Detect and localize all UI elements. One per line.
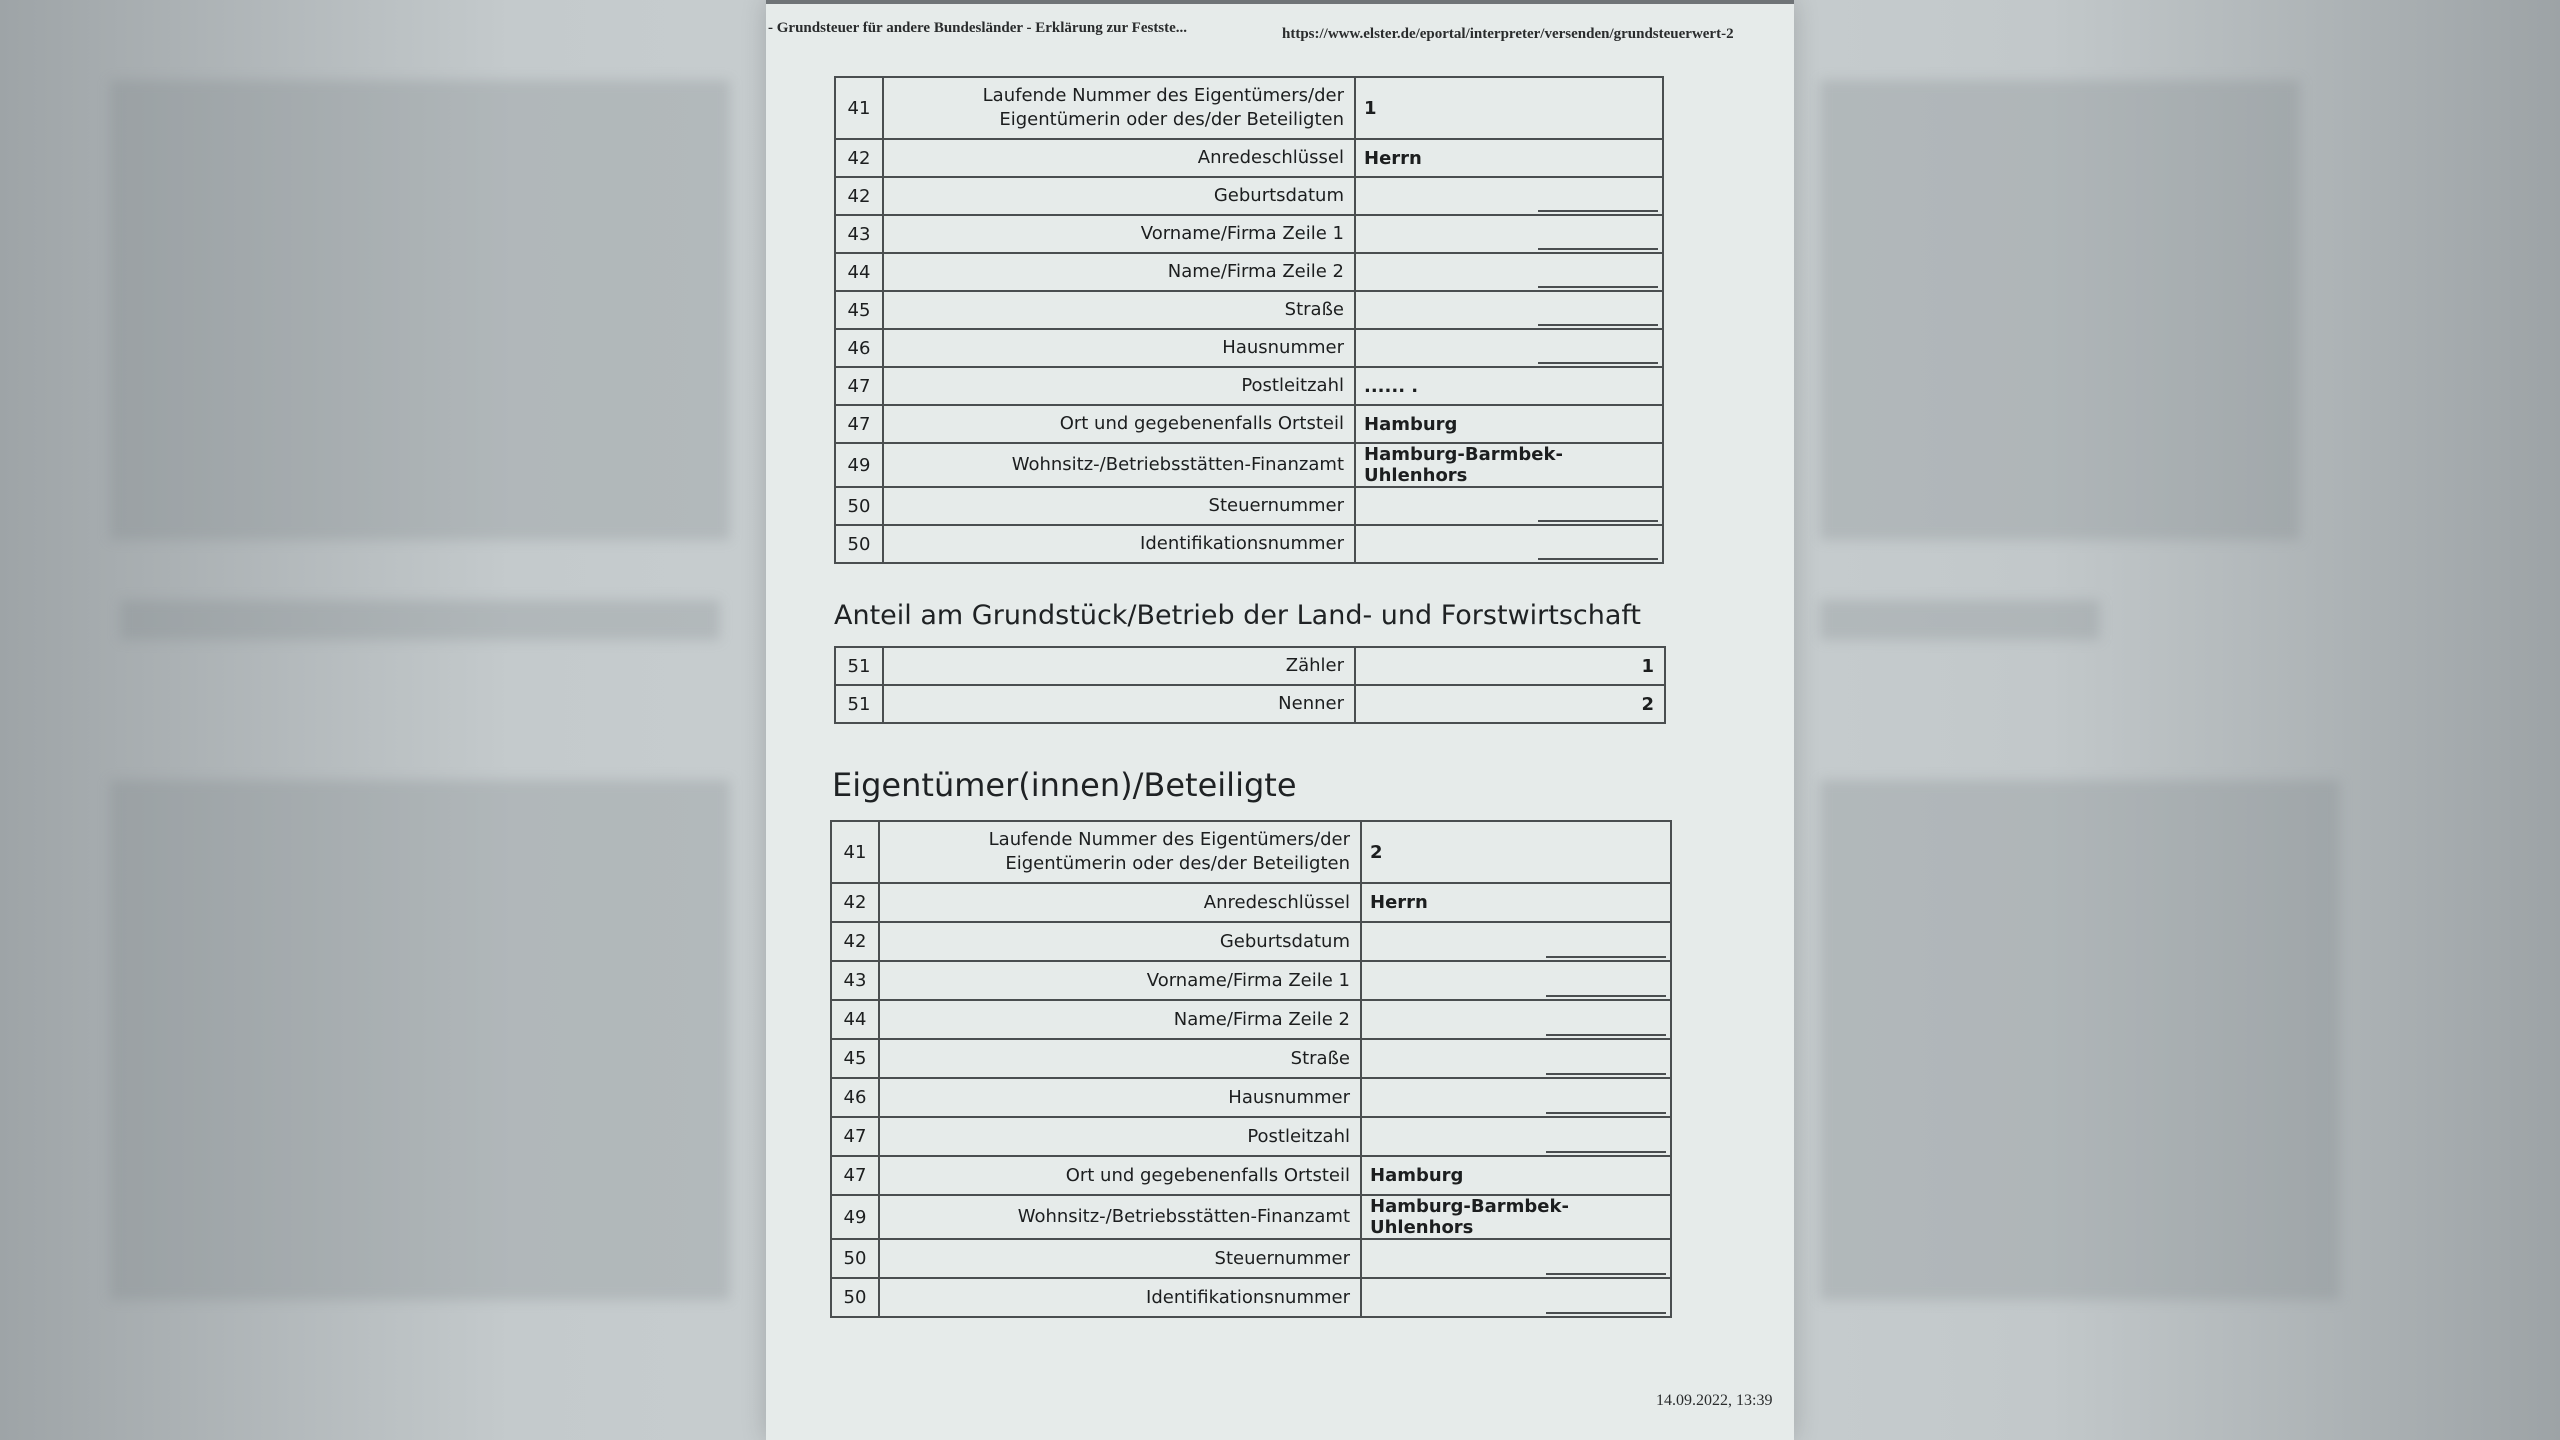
field-value bbox=[1355, 487, 1663, 525]
field-label: Geburtsdatum bbox=[883, 177, 1355, 215]
field-label: Hausnummer bbox=[883, 329, 1355, 367]
blurred-background-block bbox=[110, 780, 730, 1300]
field-number: 41 bbox=[835, 77, 883, 139]
field-label: Wohnsitz-/Betriebsstätten-Finanzamt bbox=[879, 1195, 1361, 1239]
field-number: 47 bbox=[831, 1117, 879, 1156]
field-number: 51 bbox=[835, 647, 883, 685]
field-value bbox=[1355, 443, 1663, 487]
field-value-text: Hamburg-Barmbek-Uhlenhors bbox=[1370, 1196, 1569, 1238]
empty-field-underline bbox=[1538, 558, 1658, 560]
field-label: Postleitzahl bbox=[883, 367, 1355, 405]
field-value bbox=[1355, 647, 1665, 685]
field-label: Ort und gegebenenfalls Ortsteil bbox=[883, 405, 1355, 443]
field-label: Anredeschlüssel bbox=[883, 139, 1355, 177]
field-value bbox=[1355, 685, 1665, 723]
field-number: 43 bbox=[831, 961, 879, 1000]
blurred-background-block bbox=[1820, 80, 2300, 540]
table-row bbox=[835, 177, 1663, 215]
empty-field-underline bbox=[1538, 362, 1658, 364]
print-header-title: - Grundsteuer für andere Bundesländer - Erklärung zur Festste... bbox=[768, 20, 1188, 36]
owner-2-table bbox=[830, 820, 1672, 1318]
field-number: 44 bbox=[835, 253, 883, 291]
empty-field-underline bbox=[1546, 1073, 1666, 1075]
field-value-text: 1 bbox=[1364, 97, 1377, 119]
empty-field-underline bbox=[1546, 956, 1666, 958]
field-label: Steuernummer bbox=[883, 487, 1355, 525]
field-number: 50 bbox=[835, 487, 883, 525]
field-number: 43 bbox=[835, 215, 883, 253]
field-value-text: 2 bbox=[1370, 841, 1383, 863]
field-label: Ort und gegebenenfalls Ortsteil bbox=[879, 1156, 1361, 1195]
anteil-table bbox=[834, 646, 1666, 724]
field-value-text: Herrn bbox=[1370, 892, 1428, 913]
table-row bbox=[831, 883, 1671, 922]
table-row bbox=[835, 405, 1663, 443]
table-row bbox=[835, 215, 1663, 253]
field-value bbox=[1361, 1000, 1671, 1039]
anteil-section-title: Anteil am Grundstück/Betrieb der Land- und Forstwirtschaft bbox=[834, 600, 1642, 631]
empty-field-underline bbox=[1546, 1312, 1666, 1314]
table-row bbox=[831, 1078, 1671, 1117]
table-row bbox=[835, 685, 1665, 723]
field-number: 45 bbox=[835, 291, 883, 329]
empty-field-underline bbox=[1546, 1273, 1666, 1275]
field-label: Laufende Nummer des Eigentümers/der Eigentümerin oder des/der Beteiligten bbox=[879, 821, 1361, 883]
field-number: 46 bbox=[835, 329, 883, 367]
table-row bbox=[831, 1278, 1671, 1317]
print-timestamp: 14.09.2022, 13:39 bbox=[1656, 1392, 1773, 1409]
field-number: 50 bbox=[835, 525, 883, 563]
table-row bbox=[831, 1239, 1671, 1278]
field-label: Name/Firma Zeile 2 bbox=[879, 1000, 1361, 1039]
field-label: Vorname/Firma Zeile 1 bbox=[879, 961, 1361, 1000]
empty-field-underline bbox=[1546, 995, 1666, 997]
field-value bbox=[1355, 177, 1663, 215]
field-label: Postleitzahl bbox=[879, 1117, 1361, 1156]
field-value bbox=[1355, 253, 1663, 291]
field-label: Straße bbox=[879, 1039, 1361, 1078]
field-value bbox=[1355, 77, 1663, 139]
field-value bbox=[1355, 291, 1663, 329]
table-row bbox=[835, 487, 1663, 525]
field-value bbox=[1361, 821, 1671, 883]
field-value bbox=[1361, 1239, 1671, 1278]
field-number: 44 bbox=[831, 1000, 879, 1039]
field-value bbox=[1361, 961, 1671, 1000]
field-number: 49 bbox=[835, 443, 883, 487]
field-number: 42 bbox=[835, 139, 883, 177]
field-label: Hausnummer bbox=[879, 1078, 1361, 1117]
table-row bbox=[831, 922, 1671, 961]
field-number: 47 bbox=[831, 1156, 879, 1195]
empty-field-underline bbox=[1546, 1151, 1666, 1153]
field-number: 45 bbox=[831, 1039, 879, 1078]
empty-field-underline bbox=[1538, 324, 1658, 326]
field-number: 42 bbox=[831, 922, 879, 961]
field-value bbox=[1361, 1117, 1671, 1156]
table-row bbox=[831, 961, 1671, 1000]
field-label: Zähler bbox=[883, 647, 1355, 685]
field-label: Wohnsitz-/Betriebsstätten-Finanzamt bbox=[883, 443, 1355, 487]
field-label: Geburtsdatum bbox=[879, 922, 1361, 961]
field-number: 42 bbox=[835, 177, 883, 215]
empty-field-underline bbox=[1538, 210, 1658, 212]
field-value bbox=[1361, 1156, 1671, 1195]
table-row bbox=[831, 1195, 1671, 1239]
table-row bbox=[831, 821, 1671, 883]
empty-field-underline bbox=[1538, 248, 1658, 250]
table-row bbox=[835, 525, 1663, 563]
field-number: 46 bbox=[831, 1078, 879, 1117]
field-label: Anredeschlüssel bbox=[879, 883, 1361, 922]
field-number: 49 bbox=[831, 1195, 879, 1239]
field-value-text: 1 bbox=[1641, 655, 1654, 677]
document-page bbox=[766, 0, 1794, 1440]
table-row bbox=[831, 1039, 1671, 1078]
owner-1-table bbox=[834, 76, 1664, 564]
field-label: Vorname/Firma Zeile 1 bbox=[883, 215, 1355, 253]
field-label: Identifikationsnummer bbox=[883, 525, 1355, 563]
table-row bbox=[835, 291, 1663, 329]
field-label: Laufende Nummer des Eigentümers/der Eigentümerin oder des/der Beteiligten bbox=[883, 77, 1355, 139]
page-top-border bbox=[766, 0, 1794, 4]
empty-field-underline bbox=[1546, 1034, 1666, 1036]
table-row bbox=[835, 647, 1665, 685]
field-value bbox=[1355, 139, 1663, 177]
field-value bbox=[1361, 1278, 1671, 1317]
field-number: 50 bbox=[831, 1278, 879, 1317]
field-value bbox=[1361, 883, 1671, 922]
table-row bbox=[831, 1156, 1671, 1195]
field-value bbox=[1361, 1039, 1671, 1078]
field-value bbox=[1355, 405, 1663, 443]
empty-field-underline bbox=[1538, 286, 1658, 288]
owners-section-title: Eigentümer(innen)/Beteiligte bbox=[832, 766, 1297, 804]
field-label: Nenner bbox=[883, 685, 1355, 723]
table-row bbox=[831, 1000, 1671, 1039]
field-value-text: ...... . bbox=[1364, 375, 1419, 397]
field-value-text: Hamburg bbox=[1364, 413, 1458, 435]
table-row bbox=[831, 1117, 1671, 1156]
field-value-text: 2 bbox=[1641, 693, 1654, 715]
field-number: 42 bbox=[831, 883, 879, 922]
blurred-background-block bbox=[1820, 780, 2340, 1300]
field-number: 51 bbox=[835, 685, 883, 723]
print-header-url: https://www.elster.de/eportal/interpreter/versenden/grundsteuerwert-2 bbox=[1282, 26, 1734, 42]
field-value bbox=[1355, 525, 1663, 563]
field-value-text: Herrn bbox=[1364, 147, 1422, 169]
empty-field-underline bbox=[1546, 1112, 1666, 1114]
field-value bbox=[1361, 1195, 1671, 1239]
blurred-background-block bbox=[1820, 600, 2100, 640]
field-label: Identifikationsnummer bbox=[879, 1278, 1361, 1317]
field-number: 47 bbox=[835, 367, 883, 405]
blurred-background-block bbox=[120, 600, 720, 640]
table-row bbox=[835, 253, 1663, 291]
empty-field-underline bbox=[1538, 520, 1658, 522]
field-label: Name/Firma Zeile 2 bbox=[883, 253, 1355, 291]
table-row bbox=[835, 329, 1663, 367]
field-label: Steuernummer bbox=[879, 1239, 1361, 1278]
table-row bbox=[835, 139, 1663, 177]
field-number: 47 bbox=[835, 405, 883, 443]
field-value bbox=[1361, 922, 1671, 961]
blurred-background-block bbox=[110, 80, 730, 540]
field-number: 41 bbox=[831, 821, 879, 883]
table-row bbox=[835, 77, 1663, 139]
field-number: 50 bbox=[831, 1239, 879, 1278]
field-value bbox=[1355, 215, 1663, 253]
field-value bbox=[1355, 329, 1663, 367]
table-row bbox=[835, 367, 1663, 405]
field-value-text: Hamburg bbox=[1370, 1165, 1464, 1186]
field-label: Straße bbox=[883, 291, 1355, 329]
field-value bbox=[1361, 1078, 1671, 1117]
table-row bbox=[835, 443, 1663, 487]
field-value bbox=[1355, 367, 1663, 405]
field-value-text: Hamburg-Barmbek-Uhlenhors bbox=[1364, 444, 1563, 486]
